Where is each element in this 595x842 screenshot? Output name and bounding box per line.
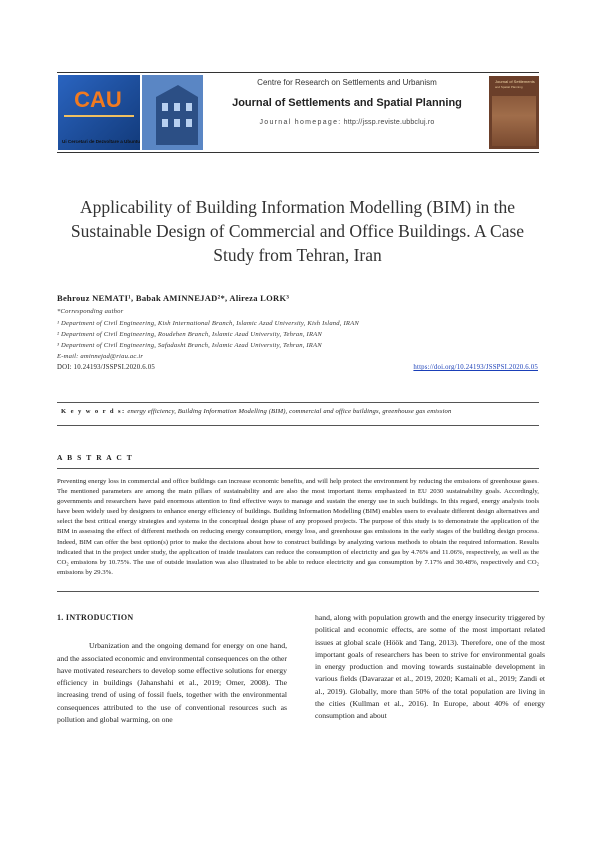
keywords-text: energy efficiency, Building Information Modelling (BIM), commercial and office buildings, greenhouse gas emission	[127, 408, 452, 415]
abstract-heading: A B S T R A C T	[57, 453, 134, 462]
doi-link[interactable]: https://doi.org/10.24193/JSSPSI.2020.6.05	[413, 364, 538, 371]
journal-header	[210, 78, 484, 126]
keywords-box	[57, 402, 539, 426]
keywords	[61, 408, 451, 415]
abstract-bottom-rule	[57, 591, 539, 592]
cover-subtitle: and Spatial Planning	[495, 85, 523, 89]
affiliation-1: ¹ Department of Civil Engineering, Kish International Branch, Islamic Azad University, Kish Island, IRAN	[57, 320, 359, 327]
svg-text:CAU: CAU	[74, 87, 122, 112]
cau-logo-graphic	[58, 75, 203, 150]
homepage-label: Journal homepage:	[259, 119, 342, 126]
intro-paragraph-left: Urbanization and the ongoing demand for energy on one hand, and the associated economic and environmental consequences on the other have motivated researchers to develop some effective solutions for energy efficiency in buildings (Jahanshahi et al., 2019; Omer, 2008). The increasing trend of using of fossil fuels, together with the environmental consequences attributed to the use of conventional resources such as pollution and global warming, on one	[57, 641, 287, 725]
header-bottom-rule	[57, 152, 539, 153]
svg-text:Ui Cercetari de Dezvoltare a U: Ui Cercetari de Dezvoltare a Ubuntu	[62, 139, 141, 144]
intro-heading: 1. INTRODUCTION	[57, 613, 134, 622]
paper-title: Applicability of Building Information Modelling (BIM) in the Sustainable Design of Commercial and Office Buildings. A Case Study from Tehran, Iran	[70, 197, 525, 265]
journal-cover-thumbnail	[489, 76, 539, 149]
keywords-label: K e y w o r d s:	[61, 408, 126, 415]
author-email: E-mail: aminnejad@riau.ac.ir	[57, 353, 144, 360]
homepage-url[interactable]: http://jssp.reviste.ubbcluj.ro	[343, 119, 435, 126]
corresponding-note: *Corresponding author	[57, 308, 124, 315]
intro-paragraph-right: hand, along with population growth and the energy insecurity triggered by political and economic effects, are some of the most important related issues at global scale (Höök and Tang, 2013). Therefore, one of the most important goals of researchers has been to strive for environmental goals in energy production and moving towards sustainable development in various fields (Davarazar et al., 2019, 2020; Kamali et al., 2019; Zandi et al., 2019). Globally, more than 50% of the total population are living in the cities (Kullman et al., 2016). In Europe, about 40% of energy consumption and about	[315, 613, 545, 721]
cover-image	[492, 96, 536, 146]
intro-left-column	[57, 612, 287, 726]
journal-homepage	[210, 119, 484, 126]
centre-name: Centre for Research on Settlements and Urbanism	[257, 78, 437, 87]
authors: Behrouz NEMATI¹, Babak AMINNEJAD²*, Alireza LORK³	[57, 293, 290, 303]
cau-logo	[58, 75, 203, 150]
abstract-top-rule	[57, 468, 539, 469]
cover-title: Journal of Settlements	[495, 79, 535, 84]
journal-title: Journal of Settlements and Spatial Planning	[232, 97, 462, 109]
abstract-text: Preventing energy loss in commercial and office buildings can increase economic benefits, and will help protect the environment by reducing the emissions of greenhouse gases. The mentioned parameters are among the main pillars of sustainability and are also the most important items emphasized in EU 2030 sustainability goals. Accordingly, governments and researchers have paid enormous attention to find effective ways to manage and sustain the energy use in such buildings. In this regard, energy analysis tools have been widely used by designers to enhance energy efficiency of buildings. Building Information Modelling (BIM) enables users to evaluate different design alternatives and select the best critical energy strategies and systems in the conceptual design phase of any proposed projects. The purpose of this study is to demonstrate the application of the BIM in assessing the effect of different methods on reducing energy consumption, energy loss, and greenhouse gas emissions in the early stages of the building design process. Indeed, BIM can offer the best option(s) prior to make the decisions about how to construct buildings by analyzing various methods to obtain the required information. Results indicated that in the project under study, the application of inside insulators can reduce the consumption of electricity and gas by 4.76% and 11.06%, respectively, as well as the CO₂ emissions by 10.75%. The use of outside insulation was also illustrated to be able to reduce electricity and gas consumption by 7.17% and 30.48%, respectively and CO₂ emissions by 29.3%.	[57, 478, 539, 576]
affiliation-3: ³ Department of Civil Engineering, Safadasht Branch, Islamic Azad University, Tehran, IRAN	[57, 342, 322, 349]
intro-right-column	[315, 612, 545, 723]
affiliation-2: ² Department of Civil Engineering, Roudehen Branch, Islamic Azad University, Tehran, IRAN	[57, 331, 322, 338]
doi: DOI: 10.24193/JSSPSI.2020.6.05	[57, 364, 155, 371]
header-top-rule	[57, 72, 539, 73]
